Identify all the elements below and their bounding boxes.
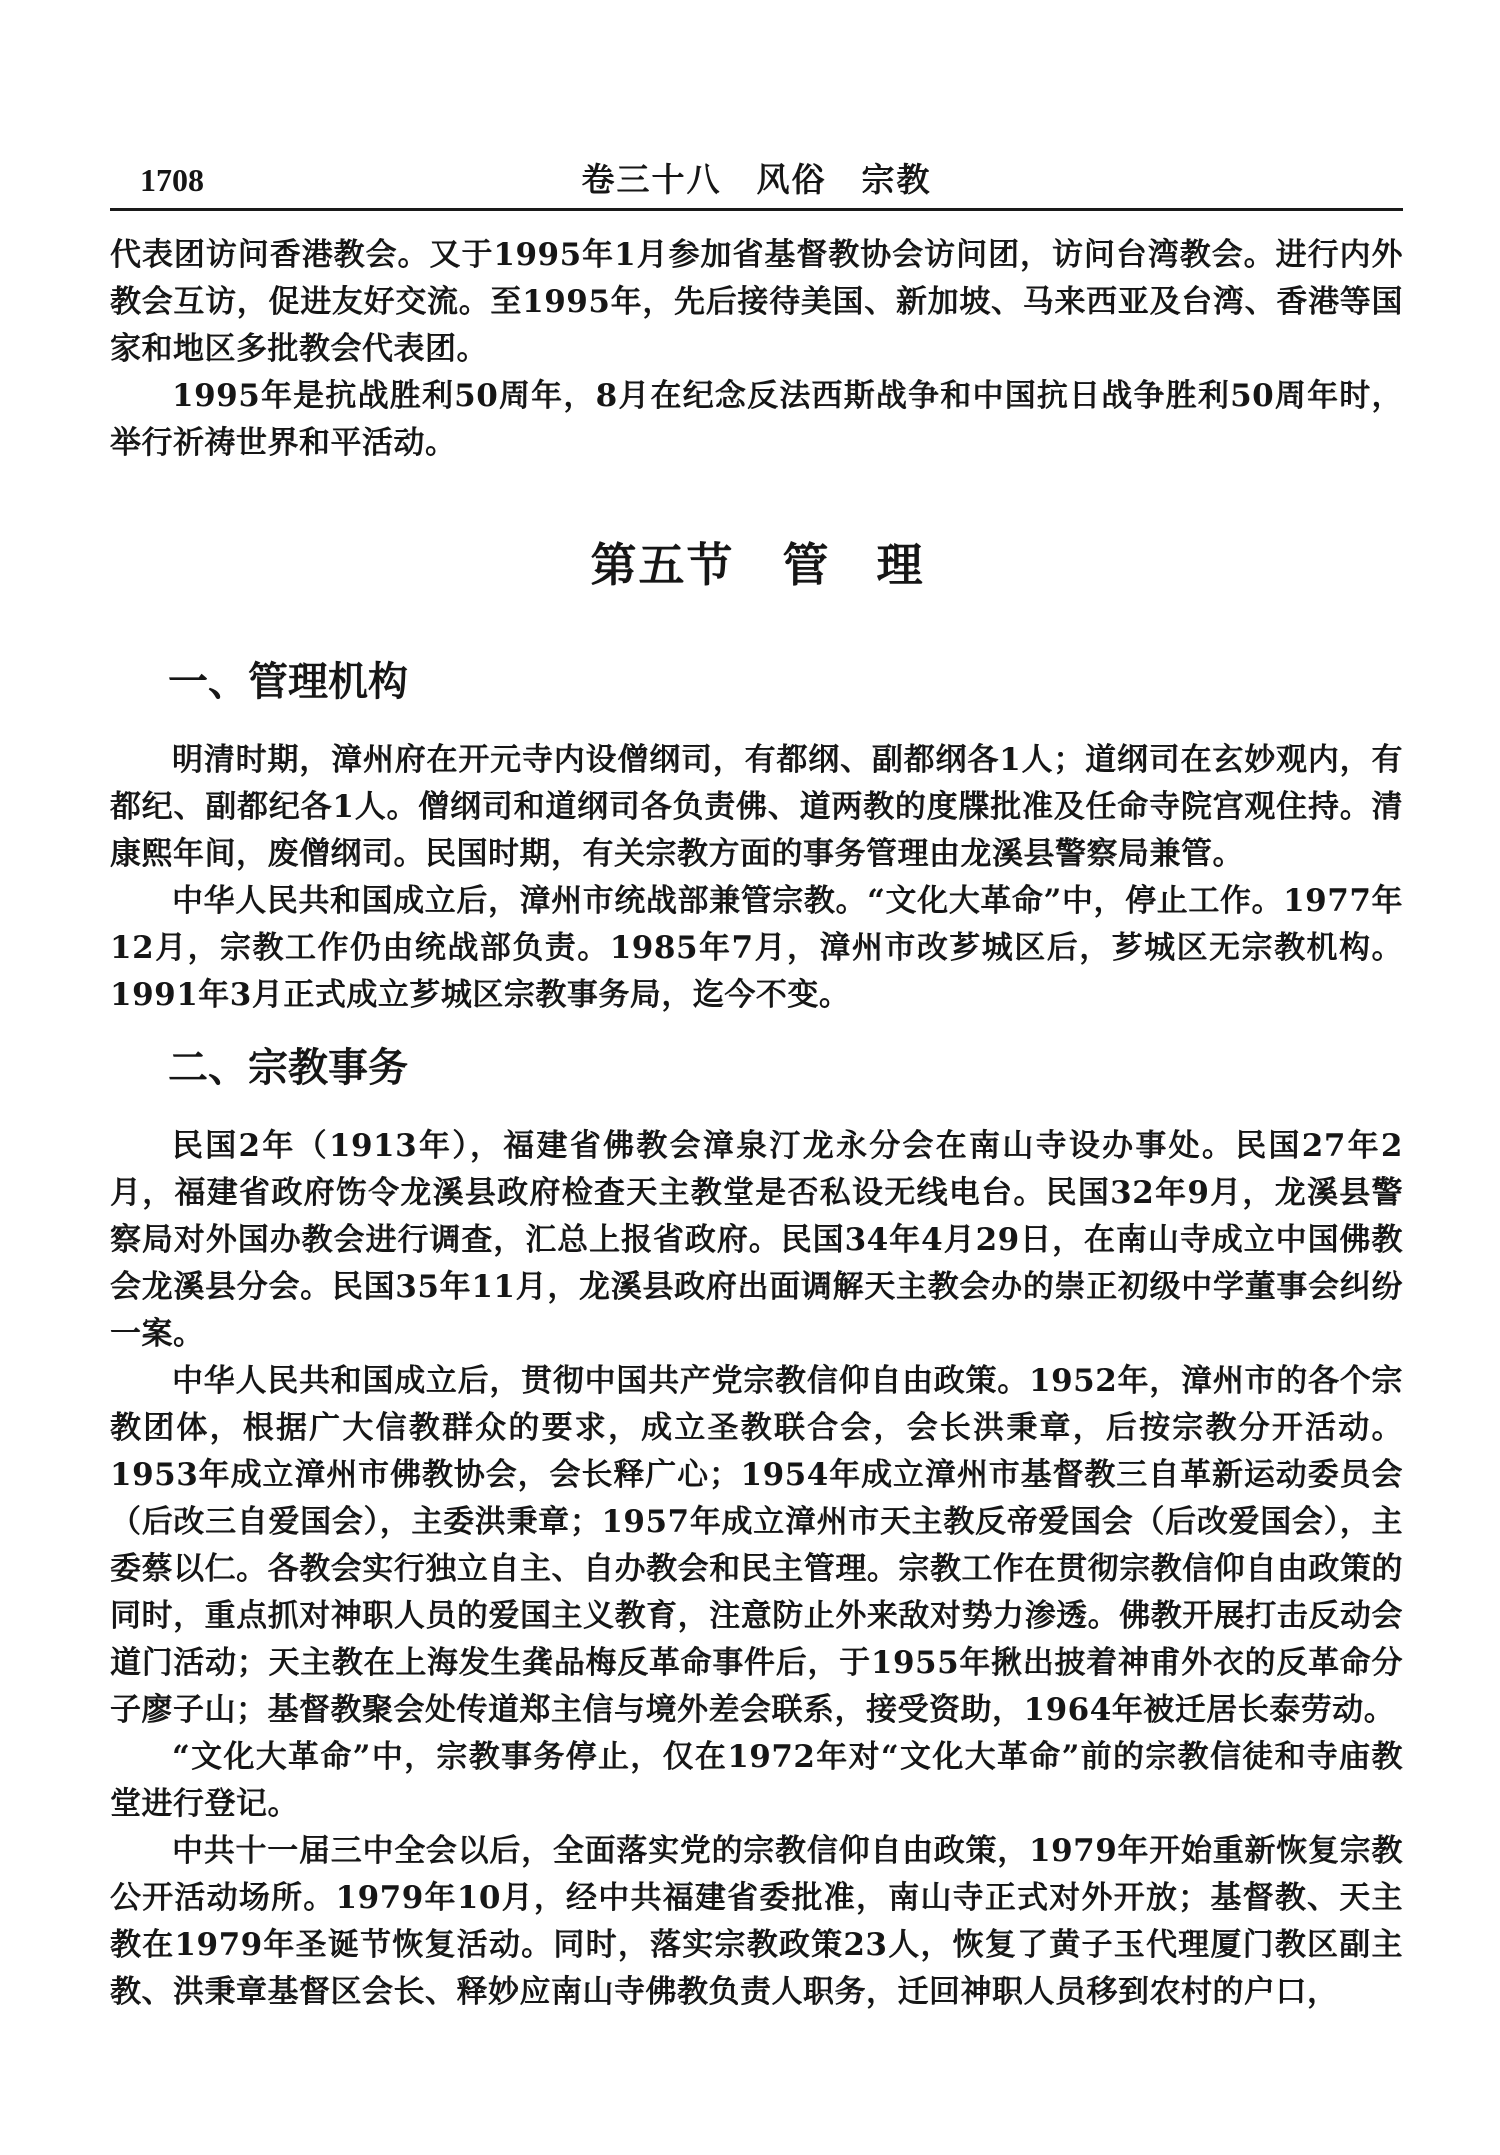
section-title-char-1: 管 bbox=[782, 538, 829, 592]
page-number: 1708 bbox=[140, 162, 204, 198]
subheading-religious-affairs: 二、宗教事务 bbox=[168, 1044, 408, 1091]
subheading-management-body: 一、管理机构 bbox=[168, 658, 408, 705]
section-number: 第五节 bbox=[590, 538, 735, 592]
management-paragraph-1: 明清时期，漳州府在开元寺内设僧纲司，有都纲、副都纲各1人；道纲司在玄妙观内，有都纪、副都纪各1人。僧纲司和道纲司各负责佛、道两教的度牒批准及任命寺院宫观住持。清康熙年间，废僧纲司。民国时期，有关宗教方面的事务管理由龙溪县警察局兼管。 bbox=[110, 742, 1403, 872]
page-header bbox=[110, 158, 1403, 208]
affairs-paragraph-1: 民国2年（1913年），福建省佛教会漳泉汀龙永分会在南山寺设办事处。民国27年2月，福建省政府饬令龙溪县政府检查天主教堂是否私设无线电台。民国32年9月，龙溪县警察局对外国办教会进行调查，汇总上报省政府。民国34年4月29日，在南山寺成立中国佛教会龙溪县分会。民国35年11月，龙溪县政府出面调解天主教会办的崇正初级中学董事会纠纷一案。 bbox=[110, 1128, 1403, 1352]
intro-paragraph-1: 代表团访问香港教会。又于1995年1月参加省基督教协会访问团，访问台湾教会。进行内外教会互访，促进友好交流。至1995年，先后接待美国、新加坡、马来西亚及台湾、香港等国家和地区多批教会代表团。 bbox=[110, 237, 1403, 367]
section-title-char-2: 理 bbox=[876, 538, 923, 592]
running-title: 卷三十八 风俗 宗教 bbox=[581, 160, 932, 199]
section-title bbox=[110, 535, 1403, 595]
affairs-paragraph-3: “文化大革命”中，宗教事务停止，仅在1972年对“文化大革命”前的宗教信徒和寺庙教堂进行登记。 bbox=[110, 1739, 1403, 1822]
affairs-paragraph-2: 中华人民共和国成立后，贯彻中国共产党宗教信仰自由政策。1952年，漳州市的各个宗教团体，根据广大信教群众的要求，成立圣教联合会，会长洪秉章，后按宗教分开活动。1953年成立漳州市佛教协会，会长释广心；1954年成立漳州市基督教三自革新运动委员会（后改三自爱国会），主委洪秉章；1957年成立漳州市天主教反帝爱国会（后改爱国会），主委蔡以仁。各教会实行独立自主、自办教会和民主管理。宗教工作在贯彻宗教信仰自由政策的同时，重点抓对神职人员的爱国主义教育，注意防止外来敌对势力渗透。佛教开展打击反动会道门活动；天主教在上海发生龚品梅反革命事件后，于1955年揪出披着神甫外衣的反革命分子廖子山；基督教聚会处传道郑主信与境外差会联系，接受资助，1964年被迁居长泰劳动。 bbox=[110, 1363, 1403, 1728]
intro-paragraph-2: 1995年是抗战胜利50周年，8月在纪念反法西斯战争和中国抗日战争胜利50周年时，举行祈祷世界和平活动。 bbox=[110, 378, 1403, 461]
header-rule bbox=[110, 208, 1403, 211]
page-body bbox=[110, 232, 1403, 2016]
management-paragraph-2: 中华人民共和国成立后，漳州市统战部兼管宗教。“文化大革命”中，停止工作。1977年12月，宗教工作仍由统战部负责。1985年7月，漳州市改芗城区后，芗城区无宗教机构。1991年3月正式成立芗城区宗教事务局，迄今不变。 bbox=[110, 883, 1403, 1013]
affairs-paragraph-4: 中共十一届三中全会以后，全面落实党的宗教信仰自由政策，1979年开始重新恢复宗教公开活动场所。1979年10月，经中共福建省委批准，南山寺正式对外开放；基督教、天主教在1979年圣诞节恢复活动。同时，落实宗教政策23人，恢复了黄子玉代理厦门教区副主教、洪秉章基督区会长、释妙应南山寺佛教负责人职务，迁回神职人员移到农村的户口， bbox=[110, 1833, 1403, 2010]
